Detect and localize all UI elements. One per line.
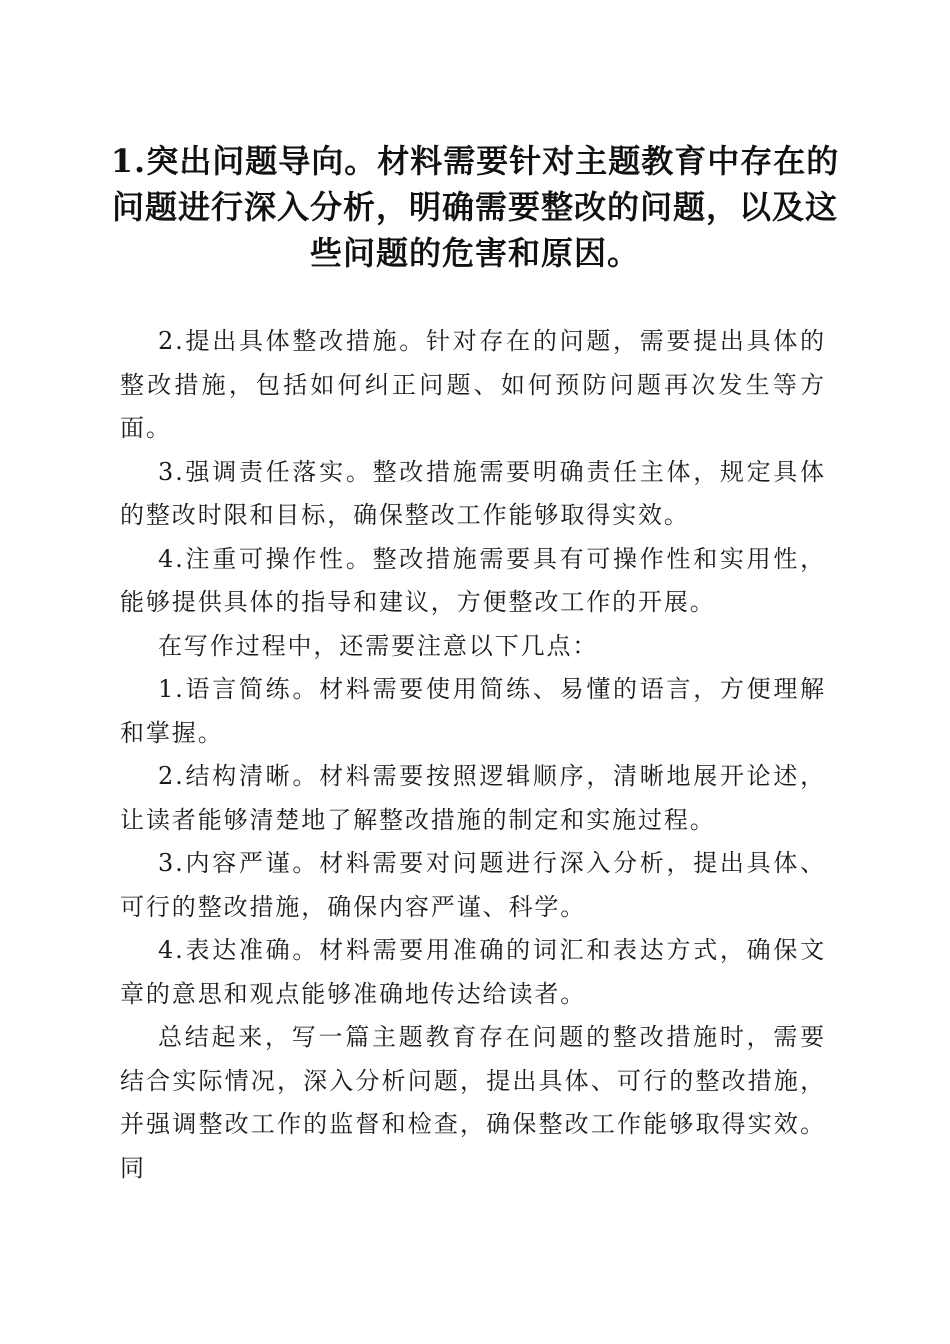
paragraph-note-4: 4.表达准确。材料需要用准确的词汇和表达方式，确保文章的意思和观点能够准确地传达给读者。 [120, 936, 826, 1008]
section-heading: 1.突出问题导向。材料需要针对主题教育中存在的问题进行深入分析，明确需要整改的问题，以及这些问题的危害和原因。 [110, 142, 840, 272]
paragraph-note-2: 2.结构清晰。材料需要按照逻辑顺序，清晰地展开论述，让读者能够清楚地了解整改措施的制定和实施过程。 [120, 762, 826, 834]
paragraph-measure-3: 3.强调责任落实。整改措施需要明确责任主体，规定具体的整改时限和目标，确保整改工作能够取得实效。 [120, 457, 826, 529]
paragraph-summary: 总结起来，写一篇主题教育存在问题的整改措施时，需要结合实际情况，深入分析问题，提出具体、可行的整改措施，并强调整改工作的监督和检查，确保整改工作能够取得实效。同 [120, 1023, 826, 1182]
paragraph-measure-2: 2.提出具体整改措施。针对存在的问题，需要提出具体的整改措施，包括如何纠正问题、如何预防问题再次发生等方面。 [120, 327, 826, 442]
paragraph-note-3: 3.内容严谨。材料需要对问题进行深入分析，提出具体、可行的整改措施，确保内容严谨、科学。 [120, 849, 826, 921]
paragraph-measure-4: 4.注重可操作性。整改措施需要具有可操作性和实用性，能够提供具体的指导和建议，方便整改工作的开展。 [120, 544, 826, 616]
paragraph-note-1: 1.语言简练。材料需要使用简练、易懂的语言，方便理解和掌握。 [120, 675, 826, 747]
body-text [120, 320, 826, 1190]
paragraph-writing-notes-intro: 在写作过程中，还需要注意以下几点： [158, 631, 599, 660]
